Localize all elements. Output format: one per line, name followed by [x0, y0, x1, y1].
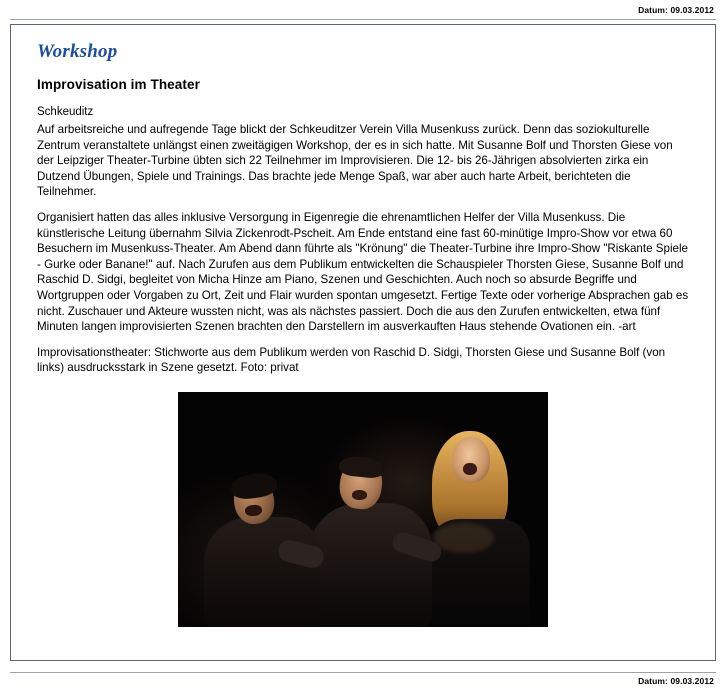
- photo-wrapper: [37, 392, 689, 627]
- photo-caption: Improvisationstheater: Stichworte aus dem Publikum werden von Raschid D. Sidgi, Thorsten Giese und Susanne Bolf (von links) ausdrucksstark in Szene gesetzt. Foto: privat: [37, 345, 666, 375]
- body-shape: [308, 503, 432, 627]
- article-kicker: Workshop: [37, 41, 118, 62]
- article-paragraph: Organisiert hatten das alles inklusive Versorgung in Eigenregie die ehrenamtlichen Helfer der Villa Musenkuss. Die künstlerische Leitung übernahm Silvia Zickenrodt-Pscheit. Am Ende entstand eine fast 60-minütige Impro-Show vor etwa 60 Besuchern im Musenkuss-Theater. Am Abend dann führte als "Krönung" die Theater-Turbine ihre Impro-Show "Riskante Spiele - Gurke oder Banane!" auf. Nach Zurufen aus dem Publikum entwickelten die Schauspieler Thorsten Giese, Susanne Bolf und Raschid D. Sidgi, begleitet von Micha Hinze am Piano, Szenen und Geschichten. Auch noch so absurde Begriffe und Wortgruppen oder Vorgaben zu Ort, Zeit und Flair wurden spontan umgesetzt. Fertige Texte oder vorherige Absprachen gab es nicht. Zuschauer und Akteure wussten nicht, was als nächstes passiert. Doch die aus den Zurufen entwickelten, etwa fünf Minuten langen improvisierten Szenen brachten den Darstellern im ausverkauften Haus stehende Ovationen ein. -art: [37, 210, 689, 334]
- body-shape: [204, 517, 322, 627]
- article-dateline: Schkeuditz: [37, 106, 94, 118]
- header-date: Datum: 09.03.2012: [638, 5, 714, 15]
- photo-figure-man-left: [204, 477, 322, 627]
- mouth-shape: [352, 490, 367, 500]
- highlight-shape: [434, 523, 494, 553]
- article-photo: [178, 392, 548, 627]
- footer-date: Datum: 09.03.2012: [638, 676, 714, 686]
- footer: [0, 672, 726, 686]
- photo-figure-woman: [416, 427, 534, 627]
- head-shape: [452, 437, 490, 483]
- mouth-shape: [463, 463, 477, 475]
- photo-figure-man-center: [306, 459, 432, 627]
- article-container: [10, 24, 716, 661]
- article-paragraph: Auf arbeitsreiche und aufregende Tage blickt der Schkeuditzer Verein Villa Musenkuss zurück. Denn das soziokulturelle Zentrum veranstaltete unlängst einen zweitägigen Workshop, der es in sich hatte. Mit Susanne Bolf und Thorsten Giese von der Leipziger Theater-Turbine übten sich 22 Teilnehmer im Improvisieren. Die 12- bis 26-Jährigen absolvierten zirka ein Dutzend Übungen, Spiele und Trainings. Das brachte jede Menge Spaß, war aber auch harte Arbeit, berichteten die Teilnehmer.: [37, 123, 673, 199]
- header-divider: [10, 19, 716, 20]
- footer-divider: [10, 672, 716, 673]
- article-headline: Improvisation im Theater: [37, 77, 200, 92]
